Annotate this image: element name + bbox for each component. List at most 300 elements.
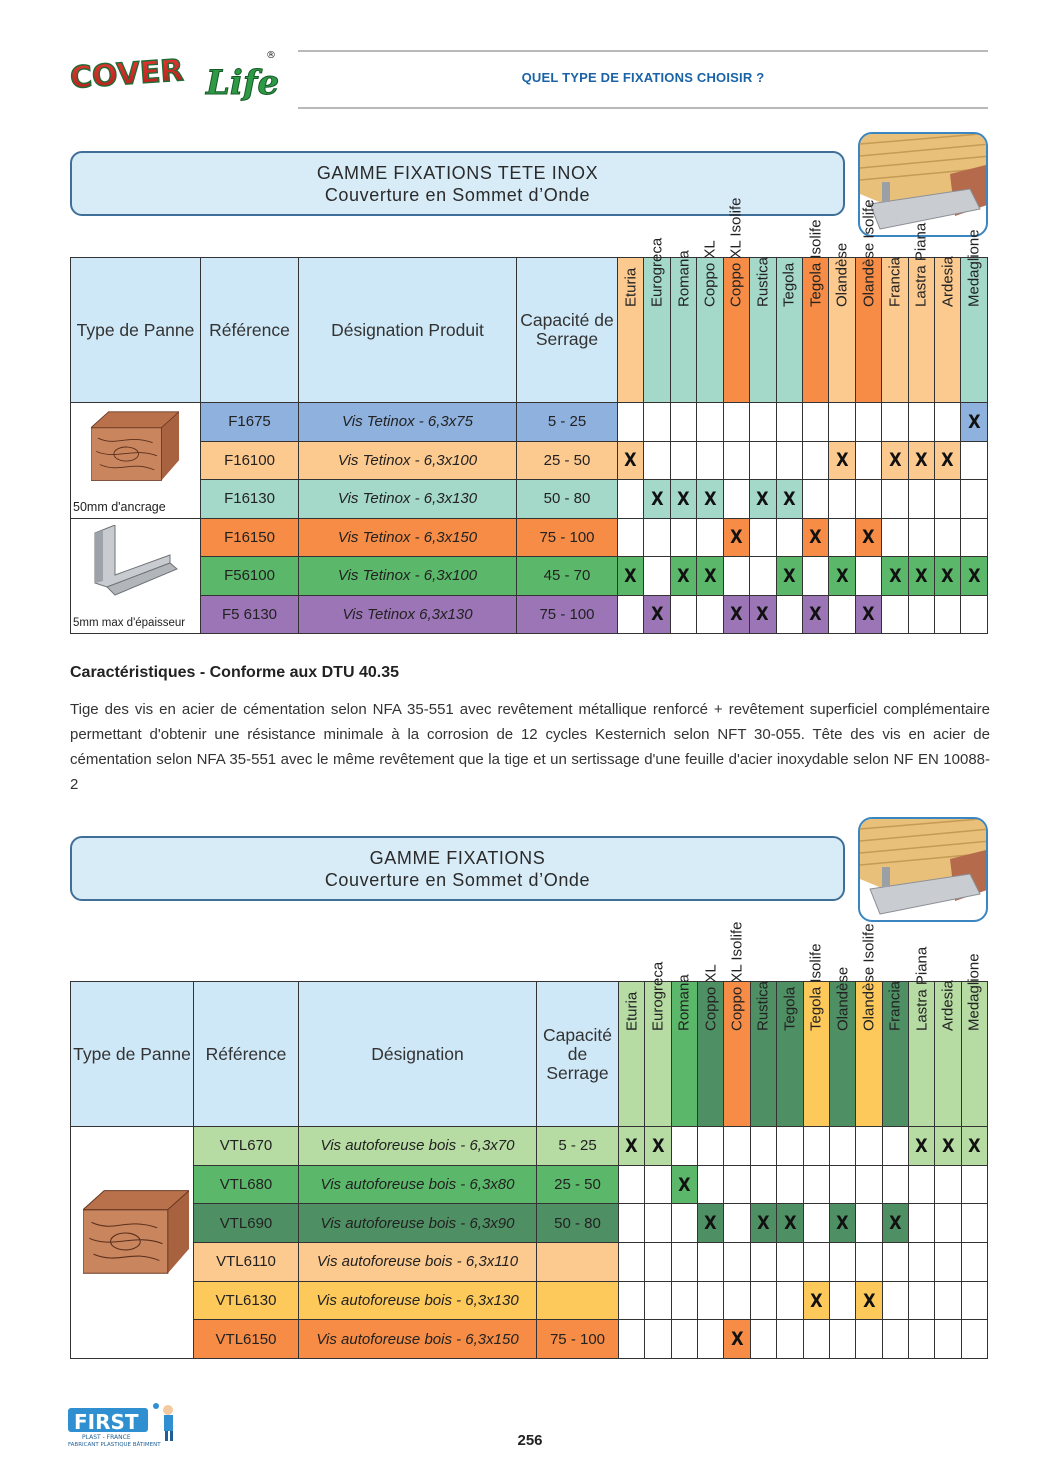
cell-compat <box>882 1165 908 1204</box>
cell-compat <box>935 1204 961 1243</box>
cell-compat <box>908 557 934 596</box>
cell-capacite: 50 - 80 <box>537 1204 619 1243</box>
cell-compat <box>803 1127 829 1166</box>
cell-compat <box>935 441 961 480</box>
cell-compat <box>671 1165 697 1204</box>
cell-designation: Vis Tetinox - 6,3x100 <box>299 441 517 480</box>
product-name: Ardesia <box>939 256 957 307</box>
coverlife-logo <box>68 44 288 106</box>
cell-compat <box>750 403 776 442</box>
cell-compat <box>961 441 987 480</box>
cell-reference: VTL670 <box>194 1127 299 1166</box>
cell-compat <box>645 1243 671 1282</box>
product-name: Romana <box>675 974 693 1031</box>
th-product-tegola-isolife <box>802 219 828 403</box>
cell-compat <box>803 1281 829 1320</box>
cell-compat <box>961 518 987 557</box>
cell-compat <box>619 1243 645 1282</box>
cell-compat <box>829 557 855 596</box>
th-product-romana <box>671 974 697 1127</box>
th-product-eturia <box>619 982 645 1127</box>
cell-compat <box>697 595 723 634</box>
cell-compat <box>961 1281 987 1320</box>
cell-compat <box>776 557 802 596</box>
cell-compat <box>935 518 961 557</box>
cell-compat <box>776 403 802 442</box>
roof-illustration-2 <box>858 817 988 922</box>
cell-compat <box>750 595 776 634</box>
th-product-francia <box>882 258 908 403</box>
cell-designation: Vis autoforeuse bois - 6,3x90 <box>299 1204 537 1243</box>
cell-compat <box>961 1204 987 1243</box>
cell-capacite: 25 - 50 <box>517 441 618 480</box>
cell-compat <box>723 557 749 596</box>
cell-reference: F16150 <box>201 518 299 557</box>
table1-header-row <box>71 258 988 403</box>
th-product-medaglione <box>961 229 987 403</box>
cell-compat <box>750 518 776 557</box>
compat-mark: X <box>941 564 954 587</box>
th-product-coppo-xl-isolife <box>724 921 750 1127</box>
product-name: Eturia <box>622 267 640 307</box>
wood-beam-icon <box>83 1185 189 1281</box>
cell-compat <box>644 441 670 480</box>
cell-designation: Vis Tetinox - 6,3x75 <box>299 403 517 442</box>
th-capacite: Capacité de Serrage <box>537 982 619 1127</box>
cell-compat <box>750 557 776 596</box>
compat-mark: X <box>730 603 743 626</box>
cell-compat <box>697 441 723 480</box>
footer-brand: FIRST <box>74 1410 139 1434</box>
th-type-panne: Type de Panne <box>71 258 201 403</box>
th-product-eturia <box>618 258 644 403</box>
compat-mark: X <box>915 564 928 587</box>
cell-compat <box>777 1127 803 1166</box>
characteristics-title: Caractéristiques - Conforme aux DTU 40.35 <box>70 664 399 681</box>
cell-compat <box>618 441 644 480</box>
table-row <box>71 518 988 557</box>
cell-compat <box>882 1204 908 1243</box>
cell-compat <box>750 441 776 480</box>
cell-capacite: 45 - 70 <box>517 557 618 596</box>
compat-mark: X <box>941 449 954 472</box>
cell-compat <box>882 1281 908 1320</box>
compat-mark: X <box>862 603 875 626</box>
cell-compat <box>829 1165 855 1204</box>
compat-mark: X <box>967 410 981 433</box>
cell-reference: F1675 <box>201 403 299 442</box>
product-name: Tegola <box>780 262 798 307</box>
cell-compat <box>882 1320 908 1359</box>
cell-capacite: 5 - 25 <box>517 403 618 442</box>
cell-compat <box>829 1204 855 1243</box>
cell-compat <box>777 1243 803 1282</box>
cell-reference: F16100 <box>201 441 299 480</box>
cell-reference: F16130 <box>201 480 299 519</box>
header-rule-top <box>298 50 988 52</box>
th-product-oland-se <box>829 242 855 403</box>
cell-compat <box>803 1204 829 1243</box>
th-product-lastra-piana <box>908 946 934 1127</box>
cell-compat <box>908 518 934 557</box>
cell-compat <box>882 1127 908 1166</box>
cell-compat <box>802 480 828 519</box>
table-row <box>71 1243 988 1282</box>
cell-compat <box>829 441 855 480</box>
cell-compat <box>777 1281 803 1320</box>
cell-compat <box>961 595 987 634</box>
cell-compat <box>855 441 881 480</box>
cell-compat <box>961 403 987 442</box>
cell-compat <box>750 480 776 519</box>
cell-compat <box>645 1127 671 1166</box>
cell-compat <box>961 1320 987 1359</box>
cell-reference: F5 6130 <box>201 595 299 634</box>
cell-compat <box>882 595 908 634</box>
cell-capacite: 50 - 80 <box>517 480 618 519</box>
table-row <box>71 1127 988 1166</box>
compat-mark: X <box>783 564 796 587</box>
cell-compat <box>855 403 881 442</box>
cell-designation: Vis autoforeuse bois - 6,3x150 <box>299 1320 537 1359</box>
cell-compat <box>645 1281 671 1320</box>
logo-cover-text: COVER <box>68 53 185 97</box>
cell-compat <box>829 1243 855 1282</box>
th-product-rustica <box>750 258 776 403</box>
cell-compat <box>908 1127 934 1166</box>
cell-compat <box>776 518 802 557</box>
compat-mark: X <box>862 526 875 549</box>
cell-compat <box>644 403 670 442</box>
cell-designation: Vis autoforeuse bois - 6,3x110 <box>299 1243 537 1282</box>
cell-compat <box>855 518 881 557</box>
cell-compat <box>723 403 749 442</box>
cell-designation: Vis autoforeuse bois - 6,3x70 <box>299 1127 537 1166</box>
compat-mark: X <box>889 1212 902 1235</box>
section2-subtitle: Couverture en Sommet d’Onde <box>324 870 591 890</box>
cell-compat <box>961 557 987 596</box>
compat-mark: X <box>624 449 637 472</box>
cell-compat <box>724 1281 750 1320</box>
th-reference: Référence <box>194 982 299 1127</box>
cell-compat <box>750 1281 776 1320</box>
cell-compat <box>882 403 908 442</box>
compat-mark: X <box>624 564 637 587</box>
product-name: Eurogreca <box>648 237 666 307</box>
cell-reference: VTL690 <box>194 1204 299 1243</box>
product-name: Coppo XL <box>702 964 720 1031</box>
cell-compat <box>750 1165 776 1204</box>
cell-compat <box>829 595 855 634</box>
compat-mark: X <box>783 1212 797 1235</box>
cell-compat <box>802 441 828 480</box>
cell-compat <box>750 1127 776 1166</box>
logo-registered: ® <box>266 50 276 61</box>
compat-mark: X <box>915 449 928 472</box>
compat-mark: X <box>704 1212 717 1235</box>
cell-compat <box>698 1165 724 1204</box>
table-row <box>71 403 988 442</box>
cell-compat <box>698 1320 724 1359</box>
cell-capacite <box>537 1281 619 1320</box>
cell-compat <box>829 403 855 442</box>
cell-compat <box>855 480 881 519</box>
cell-reference: VTL6110 <box>194 1243 299 1282</box>
product-name: Lastra Piana <box>913 946 931 1031</box>
cell-compat <box>698 1127 724 1166</box>
th-product-eurogreca <box>644 237 670 403</box>
th-product-ardesia <box>935 258 961 403</box>
cell-compat <box>908 1204 934 1243</box>
cell-compat <box>777 1165 803 1204</box>
cell-compat <box>776 595 802 634</box>
product-name: Eurogreca <box>649 961 667 1031</box>
cell-compat <box>618 595 644 634</box>
th-product-lastra-piana <box>908 222 934 403</box>
cell-compat <box>698 1243 724 1282</box>
cell-compat <box>618 557 644 596</box>
cell-compat <box>698 1204 724 1243</box>
panne-label: 50mm d'ancrage <box>73 499 166 514</box>
table-row <box>71 1204 988 1243</box>
cell-compat <box>855 595 881 634</box>
cell-capacite: 75 - 100 <box>537 1320 619 1359</box>
table-row <box>71 441 988 480</box>
compat-mark: X <box>835 564 849 587</box>
cell-compat <box>723 441 749 480</box>
product-name: Olandèse <box>833 242 851 307</box>
panne-bois <box>71 403 201 519</box>
cell-compat <box>618 480 644 519</box>
section1-subtitle: Couverture en Sommet d’Onde <box>324 185 591 205</box>
cell-compat <box>724 1165 750 1204</box>
cell-designation: Vis Tetinox - 6,3x100 <box>299 557 517 596</box>
product-name: Tegola <box>781 986 799 1031</box>
th-product-romana <box>670 250 696 403</box>
cell-capacite: 75 - 100 <box>517 518 618 557</box>
fixations-inox-table <box>70 197 988 634</box>
cell-compat <box>961 480 987 519</box>
compat-mark: X <box>915 1134 928 1157</box>
cell-compat <box>671 1127 697 1166</box>
fixations-bois-table <box>70 921 988 1359</box>
product-name: Francia <box>886 256 904 307</box>
th-designation: Désignation <box>299 982 537 1127</box>
table-row <box>71 1165 988 1204</box>
compat-mark: X <box>678 1173 691 1196</box>
cell-compat <box>935 1127 961 1166</box>
cell-compat <box>882 441 908 480</box>
compat-mark: X <box>809 603 822 626</box>
panne-acier <box>71 518 201 634</box>
product-name: Lastra Piana <box>912 222 930 307</box>
cell-compat <box>935 1320 961 1359</box>
roof-fixing-icon <box>860 134 988 237</box>
cell-compat <box>697 403 723 442</box>
cell-compat <box>803 1320 829 1359</box>
cell-compat <box>935 595 961 634</box>
th-product-oland-se-isolife <box>855 199 881 403</box>
header-title: QUEL TYPE DE FIXATIONS CHOISIR ? <box>521 70 765 85</box>
cell-compat <box>829 1320 855 1359</box>
cell-compat <box>670 595 696 634</box>
cell-capacite: 25 - 50 <box>537 1165 619 1204</box>
cell-compat <box>776 480 802 519</box>
cell-compat <box>829 480 855 519</box>
cell-compat <box>619 1165 645 1204</box>
cell-compat <box>645 1320 671 1359</box>
cell-compat <box>908 595 934 634</box>
cell-compat <box>882 557 908 596</box>
th-capacite: Capacité de Serrage <box>517 258 618 403</box>
th-product-eurogreca <box>645 961 671 1127</box>
th-reference: Référence <box>201 258 299 403</box>
roof-illustration-1 <box>858 132 988 237</box>
cell-compat <box>856 1165 882 1204</box>
section1-title: GAMME FIXATIONS TETE INOX <box>316 163 599 183</box>
compat-mark: X <box>888 449 902 472</box>
table-row <box>71 1281 988 1320</box>
cell-compat <box>724 1127 750 1166</box>
th-product-francia <box>882 982 908 1127</box>
section2-title: GAMME FIXATIONS <box>369 848 546 868</box>
table2-header-row <box>71 982 988 1127</box>
cell-compat <box>882 480 908 519</box>
cell-compat <box>645 1165 671 1204</box>
th-product-ardesia <box>935 982 961 1127</box>
cell-compat <box>671 1243 697 1282</box>
cell-compat <box>882 1243 908 1282</box>
panne-label: 5mm max d'épaisseur <box>73 617 186 629</box>
cell-capacite: 5 - 25 <box>537 1127 619 1166</box>
product-name: Tegola Isolife <box>807 943 825 1031</box>
cell-compat <box>618 518 644 557</box>
table-row <box>71 480 988 519</box>
th-product-oland-se-isolife <box>856 923 882 1127</box>
cell-designation: Vis Tetinox - 6,3x150 <box>299 518 517 557</box>
compat-mark: X <box>756 487 770 510</box>
cell-compat <box>618 403 644 442</box>
compat-mark: X <box>757 1212 770 1235</box>
cell-compat <box>644 480 670 519</box>
compat-mark: X <box>836 1212 849 1235</box>
compat-mark: X <box>941 1134 955 1157</box>
table-row <box>71 557 988 596</box>
th-designation: Désignation Produit <box>299 258 517 403</box>
cell-reference: VTL6130 <box>194 1281 299 1320</box>
cell-compat <box>645 1204 671 1243</box>
cell-compat <box>777 1320 803 1359</box>
cell-compat <box>935 1281 961 1320</box>
cell-designation: Vis autoforeuse bois - 6,3x130 <box>299 1281 537 1320</box>
cell-reference: VTL6150 <box>194 1320 299 1359</box>
product-name: Medaglione <box>965 229 983 307</box>
cell-compat <box>803 1165 829 1204</box>
product-name: Coppo XL Isolife <box>727 197 745 307</box>
cell-compat <box>723 518 749 557</box>
cell-compat <box>908 480 934 519</box>
cell-compat <box>908 403 934 442</box>
cell-compat <box>670 441 696 480</box>
compat-mark: X <box>968 1134 981 1157</box>
compat-mark: X <box>677 487 690 510</box>
cell-compat <box>724 1204 750 1243</box>
cell-compat <box>697 557 723 596</box>
cell-compat <box>856 1320 882 1359</box>
product-name: Eturia <box>623 991 641 1031</box>
cell-compat <box>935 557 961 596</box>
cell-compat <box>724 1320 750 1359</box>
cell-compat <box>882 518 908 557</box>
th-product-medaglione <box>961 953 987 1127</box>
product-name: Tegola Isolife <box>807 219 825 307</box>
footer-sub2: FABRICANT PLASTIQUE BÂTIMENT <box>68 1442 161 1448</box>
cell-compat <box>670 557 696 596</box>
cell-compat <box>671 1320 697 1359</box>
cell-designation: Vis Tetinox 6,3x130 <box>299 595 517 634</box>
table-row <box>71 595 988 634</box>
product-name: Coppo XL <box>701 240 719 307</box>
compat-mark: X <box>756 603 770 626</box>
characteristics-text: Tige des vis en acier de cémentation selon NFA 35-551 avec revêtement métallique renforcé + revêtement superficiel complémentaire permettant d'obtenir une résistance minimale à la corrosion de 12 cycles Kesternich selon NFT 30-055. Tête des vis en acier de cémentation selon NFA 35-551 avec le même revêtement que la tige et un sertissage d'une feuille d'acier inoxydable selon NF EN 10088-2 <box>70 701 990 793</box>
compat-mark: X <box>809 1289 823 1312</box>
section2-banner <box>70 836 845 901</box>
cell-compat <box>802 557 828 596</box>
cell-compat <box>908 441 934 480</box>
cell-reference: VTL680 <box>194 1165 299 1204</box>
cell-designation: Vis Tetinox - 6,3x130 <box>299 480 517 519</box>
cell-compat <box>750 1243 776 1282</box>
product-name: Rustica <box>754 980 772 1031</box>
wood-beam-icon <box>91 411 179 483</box>
cell-compat <box>644 595 670 634</box>
cell-compat <box>802 518 828 557</box>
cell-compat <box>619 1320 645 1359</box>
product-name: Olandèse Isolife <box>860 199 877 307</box>
th-type-panne: Type de Panne <box>71 982 194 1127</box>
cell-compat <box>908 1243 934 1282</box>
compat-mark: X <box>650 487 664 510</box>
compat-mark: X <box>651 1134 665 1157</box>
product-name: Rustica <box>754 256 772 307</box>
cell-reference: F56100 <box>201 557 299 596</box>
footer-sub1: PLAST - FRANCE <box>82 1434 131 1441</box>
roof-fixing-icon <box>860 819 988 922</box>
cell-compat <box>671 1204 697 1243</box>
cell-compat <box>670 480 696 519</box>
cell-compat <box>829 518 855 557</box>
product-name: Coppo XL Isolife <box>728 921 746 1031</box>
cell-compat <box>935 403 961 442</box>
th-product-rustica <box>750 982 776 1127</box>
cell-compat <box>671 1281 697 1320</box>
cell-capacite <box>537 1243 619 1282</box>
cell-compat <box>644 518 670 557</box>
cell-compat <box>856 1243 882 1282</box>
cell-compat <box>723 595 749 634</box>
cell-compat <box>829 1281 855 1320</box>
cell-compat <box>961 1243 987 1282</box>
page-number: 256 <box>517 1432 543 1449</box>
product-name: Romana <box>675 250 693 307</box>
compat-mark: X <box>783 487 796 510</box>
compat-mark: X <box>862 1289 876 1312</box>
cell-compat <box>829 1127 855 1166</box>
cell-compat <box>935 1243 961 1282</box>
cell-compat <box>619 1281 645 1320</box>
th-product-coppo-xl <box>698 964 724 1127</box>
th-product-coppo-xl <box>697 240 723 403</box>
